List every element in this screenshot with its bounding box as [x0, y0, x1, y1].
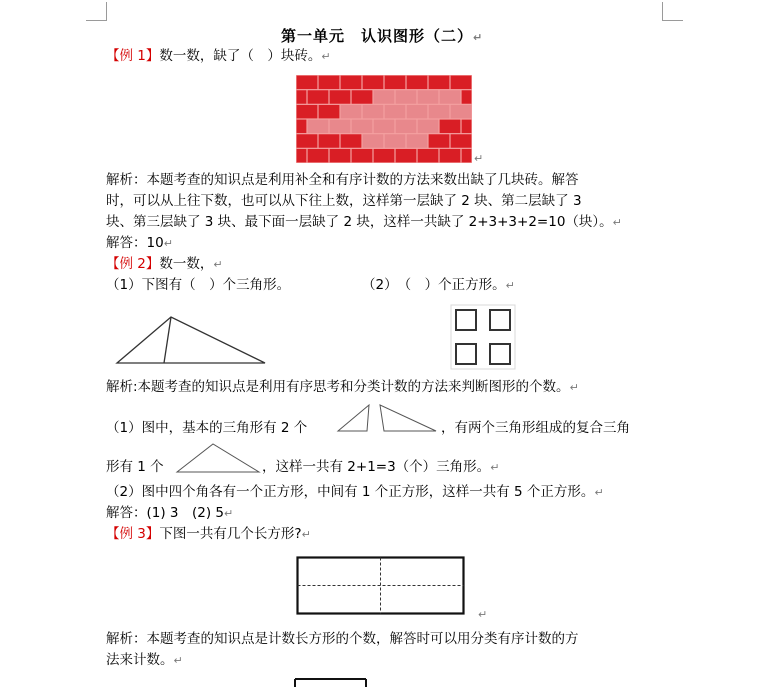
example-1-analysis-line-2: 时，可以从上往下数，也可以从下往上数，这样第一层缺了 2 块、第二层缺了 3 [106, 193, 582, 209]
brick [297, 90, 307, 103]
brick [297, 105, 318, 118]
example-3-tag: 【例 3】 [106, 526, 160, 542]
missing-brick [352, 120, 373, 133]
example-2-analysis-part-1c: 形有 1 个 [106, 459, 164, 475]
square-grid-figure [450, 304, 516, 370]
missing-brick [396, 120, 417, 133]
missing-brick [341, 105, 362, 118]
example-2-question: 【例 2】数一数，↵ [106, 256, 223, 272]
missing-brick [330, 120, 351, 133]
missing-brick [396, 90, 417, 103]
missing-brick [440, 90, 461, 103]
page-title: 第一单元 认识图形（二）↵ [281, 27, 484, 45]
example-2-tag: 【例 2】 [106, 256, 160, 272]
brick-wall-figure [296, 75, 472, 163]
brick [297, 76, 318, 89]
missing-brick [418, 120, 439, 133]
example-1-answer: 解答：10↵ [106, 235, 173, 251]
missing-brick [374, 120, 395, 133]
brick [297, 134, 318, 147]
brick [341, 134, 362, 147]
example-2-analysis: 解析:本题考查的知识点是利用有序思考和分类计数的方法来判断图形的个数。↵ [106, 379, 579, 395]
brick [319, 76, 340, 89]
brick [440, 149, 461, 162]
brick [297, 120, 307, 133]
brick [308, 90, 329, 103]
example-2-answer: 解答：(1) 3 (2) 5↵ [106, 505, 234, 521]
example-1-analysis-line-1: 解析：本题考查的知识点是利用补全和有序计数的方法来数出缺了几块砖。解答 [106, 172, 579, 188]
brick [385, 76, 406, 89]
missing-brick [374, 90, 395, 103]
missing-brick [451, 105, 472, 118]
brick [462, 90, 472, 103]
brick [297, 149, 307, 162]
example-2-analysis-part-1d: ，这样一共有 2+1=3（个）三角形。↵ [262, 459, 500, 475]
missing-brick [363, 134, 384, 147]
brick [341, 76, 362, 89]
example-2-analysis-part-2: （2）图中四个角各有一个正方形，中间有 1 个正方形，这样一共有 5 个正方形。↵ [106, 484, 604, 500]
brick [363, 76, 384, 89]
brick [319, 105, 340, 118]
brick [407, 76, 428, 89]
example-3-analysis-line-2: 法来计数。↵ [106, 652, 183, 668]
brick [429, 134, 450, 147]
example-2-subquestion-2: （2） （ ）个正方形。↵ [362, 277, 515, 293]
missing-brick [363, 105, 384, 118]
brick [418, 149, 439, 162]
crop-mark-top-left [86, 2, 107, 21]
triangle-figure [114, 314, 274, 366]
brick [462, 149, 472, 162]
next-figure-partial [294, 678, 368, 688]
example-1-tag: 【例 1】 [106, 48, 160, 64]
missing-brick [429, 105, 450, 118]
example-1-analysis-line-3: 块、第三层缺了 3 块、最下面一层缺了 2 块，这样一共缺了 2+3+3+2=10（块）。↵ [106, 214, 622, 230]
example-2-subquestion-1: （1）下图有（ ）个三角形。 [106, 277, 291, 293]
missing-brick [407, 134, 428, 147]
example-3-analysis-line-1: 解析：本题考查的知识点是计数长方形的个数，解答时可以用分类有序计数的方 [106, 631, 579, 647]
brick [396, 149, 417, 162]
brick [308, 149, 329, 162]
missing-brick [385, 134, 406, 147]
example-1-question: 【例 1】数一数，缺了（ ）块砖。↵ [106, 48, 331, 64]
example-2-analysis-part-1b: ，有两个三角形组成的复合三角 [441, 420, 630, 436]
brick [429, 76, 450, 89]
crop-mark-top-right [662, 2, 683, 21]
example-3-question: 【例 3】下图一共有几个长方形?↵ [106, 526, 311, 542]
brick [319, 134, 340, 147]
basic-triangle-1-icon [336, 403, 370, 433]
brick [330, 90, 351, 103]
brick [352, 90, 373, 103]
brick [374, 149, 395, 162]
brick [451, 134, 472, 147]
example-2-analysis-part-1a: （1）图中，基本的三角形有 2 个 [106, 420, 308, 436]
missing-brick [407, 105, 428, 118]
compound-triangle-icon [175, 442, 261, 474]
brick [462, 120, 472, 133]
brick [451, 76, 472, 89]
basic-triangle-2-icon [378, 403, 438, 433]
missing-brick [308, 120, 329, 133]
missing-brick [418, 90, 439, 103]
brick [440, 120, 461, 133]
brick [330, 149, 351, 162]
missing-brick [385, 105, 406, 118]
brick [352, 149, 373, 162]
rectangle-figure [296, 556, 466, 616]
